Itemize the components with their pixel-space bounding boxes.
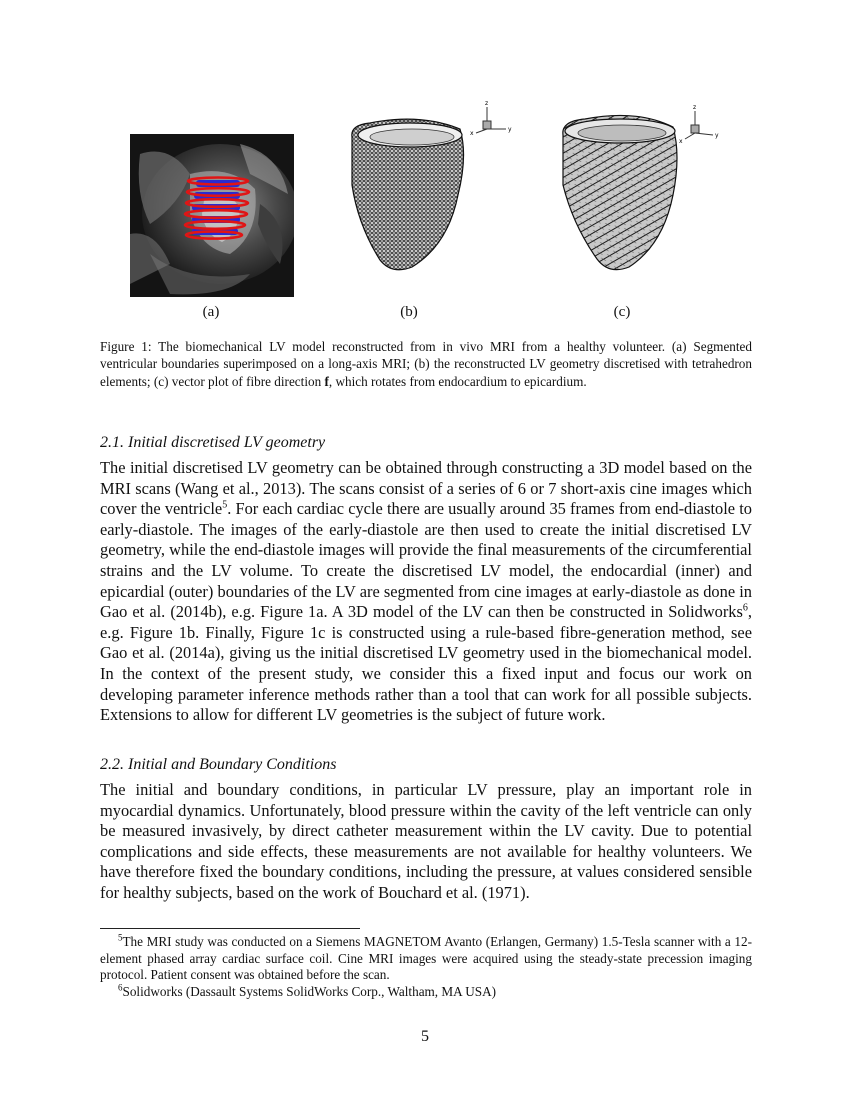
fibre-vector-symbol: f [324, 373, 329, 389]
footnote-6: $^6$Solidworks (Dassault Systems SolidWorks Corp., Waltham, MA USA) [118, 982, 496, 999]
figure-caption: Figure 1: The biomechanical LV model reconstructed from in vivo MRI from a healthy volunteer. (a) Segmented ventricular boundaries superimposed on a long-axis MRI; (b) the reconstructed LV geometry discretised with tetrahedron elements; (c) vector plot of fibre direction f, which rotates from endocardium to epicardium. [100, 339, 752, 389]
lv-mesh-image [330, 95, 520, 300]
footnote-5: $^5$The MRI study was conducted on a Siemens MAGNETOM Avanto (Erlangen, Germany) 1.5-Tesla scanner with a 12-element phased array cardiac surface coil. Cine MRI images were acquired using the steady-state precession imaging protocol. Patient consent was obtained before the scan. [100, 932, 752, 983]
footnote-divider [100, 928, 360, 929]
subfigure-label-c: (c) [613, 304, 631, 320]
section-heading-2-2: 2.2. Initial and Boundary Conditions [100, 756, 337, 773]
footnote-ref-5: 5 [222, 499, 228, 511]
axis-x-label: x [679, 138, 683, 145]
mri-long-axis-image [130, 134, 294, 297]
section-heading-2-1: 2.1. Initial discretised LV geometry [100, 434, 326, 451]
subfigure-label-b: (b) [400, 304, 418, 320]
axis-z-label: z [485, 100, 489, 107]
page-number: 5 [421, 1028, 429, 1045]
subfigure-label-a: (a) [202, 304, 220, 320]
footnote-ref-6: 6 [742, 602, 748, 614]
axis-z-label: z [693, 104, 697, 111]
section-2-2-paragraph: The initial and boundary conditions, in particular LV pressure, play an important role in myocardial dynamics. Unfortunately, blood pressure within the cavity of the left ventricle can only be measured invasively, by direct catheter measurement within the LV cavity. Due to potential complications and side effects, these measurements are not available for healthy volunteers. We have therefore fixed the boundary conditions, including the pressure, at values considered sensible for healthy subjects, based on the work of Bouchard et al. (1971). [100, 780, 752, 902]
fibre-vector-plot-image [545, 95, 740, 300]
section-2-1-paragraph: The initial discretised LV geometry can be obtained through constructing a 3D model based on the MRI scans (Wang et al., 2013). The scans consist of a series of 6 or 7 short-axis cine images which cover the ventricle$^5$. For each cardiac cycle there are usually around 35 frames from end-diastole to early-diastole. The images of the early-diastole are then used to create the initial discretised LV geometry, while the end-diastole images will provide the final measurements of the circumferential strains and the LV volume. To create the discretised LV model, the endocardial (inner) and epicardial (outer) boundaries of the LV are segmented from cine images at early-diastole as done in Gao et al. (2014b), e.g. Figure 1a. A 3D model of the LV can then be constructed in Solidworks$^6$, e.g. Figure 1b. Finally, Figure 1c is constructed using a rule-based fibre-generation method, see Gao et al. (2014a), giving us the initial discretised LV geometry used in the biomechanical model. In the context of the present study, we consider this a fixed input and focus our work on developing parameter inference methods rather than a tool that can work for all possible subjects. Extensions to allow for different LV geometries is the subject of future work. [100, 458, 752, 725]
axes-triad-c [685, 111, 713, 139]
axis-y-label: y [715, 132, 719, 139]
axes-triad-b [476, 107, 506, 133]
axis-y-label: y [508, 126, 512, 133]
axis-x-label: x [470, 130, 474, 137]
